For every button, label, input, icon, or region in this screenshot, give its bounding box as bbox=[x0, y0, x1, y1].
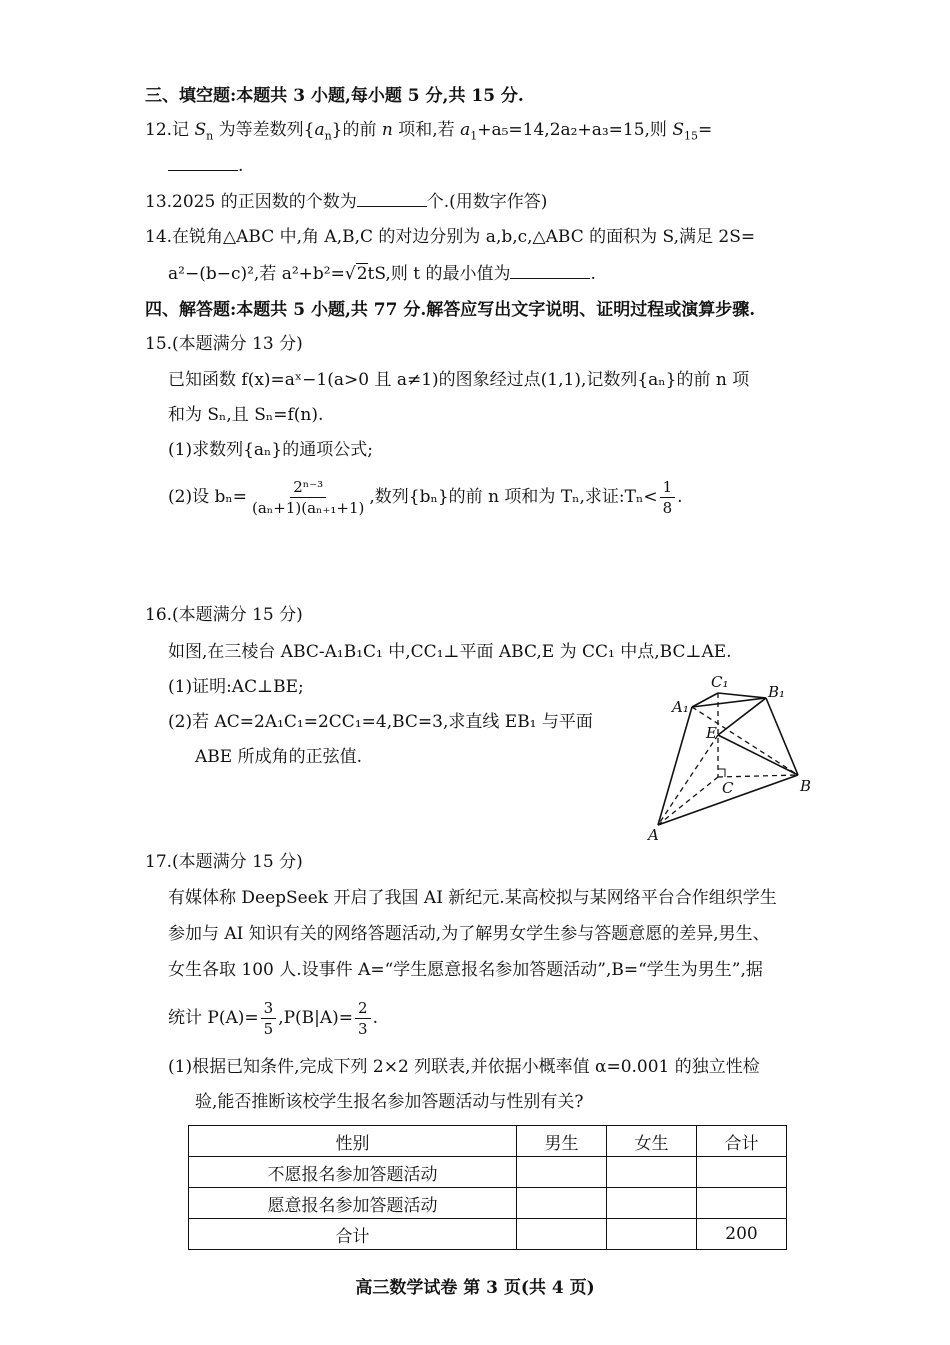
q15-bound-numerator: 1 bbox=[660, 477, 676, 498]
q15-header: 15.(本题满分 13 分) bbox=[145, 334, 303, 354]
label-e: E bbox=[706, 724, 717, 742]
edge-c1b1 bbox=[718, 693, 766, 698]
label-c: C bbox=[722, 779, 734, 797]
table-cell[interactable] bbox=[517, 1157, 607, 1188]
q14-answer-blank[interactable] bbox=[510, 262, 590, 279]
section3-title: 三、填空题:本题共 3 小题,每小题 5 分,共 15 分. bbox=[145, 86, 524, 106]
edge-ca-dashed bbox=[658, 777, 718, 825]
q15-line1: 已知函数 f(x)=aˣ−1(a>0 且 a≠1)的图象经过点(1,1),记数列{aₙ}的前 n 项 bbox=[168, 370, 750, 390]
table-cell[interactable] bbox=[517, 1188, 607, 1219]
q14-end: . bbox=[590, 264, 596, 284]
q15-part2-post: ,数列{bₙ}的前 n 项和为 Tₙ,求证:Tₙ< bbox=[369, 487, 658, 507]
header-cell-female: 女生 bbox=[607, 1126, 697, 1157]
q12-line1: 12.记 $S_n$ 为等差数列$\{a_n\}$的前 n 项和,若 $a_1+a_5=14,2a_2+a_3=15$,则 $S_{15}=$ bbox=[145, 120, 713, 143]
q14-sqrt2: 2 bbox=[356, 264, 368, 284]
q12-answer-blank[interactable] bbox=[168, 154, 238, 171]
q13-line bbox=[145, 190, 547, 214]
q15-bound-fraction bbox=[660, 477, 676, 518]
contingency-table bbox=[188, 1125, 787, 1250]
q15-bn-numerator: 2ⁿ⁻³ bbox=[290, 477, 326, 498]
table-cell[interactable] bbox=[607, 1188, 697, 1219]
q15-end: . bbox=[677, 487, 683, 507]
table-cell[interactable] bbox=[517, 1219, 607, 1250]
header-cell-gender: 性别 bbox=[189, 1126, 517, 1157]
q17-line4-mid: ,P(B|A)= bbox=[278, 1008, 354, 1028]
edge-a1a bbox=[658, 707, 692, 825]
q15-line2: 和为 Sₙ,且 Sₙ=f(n). bbox=[168, 405, 324, 425]
q14-line1: 14.在锐角△ABC 中,角 A,B,C 的对边分别为 a,b,c,△ABC 的面积为 S,满足 2S= bbox=[145, 227, 756, 247]
q17-pa-denominator: 5 bbox=[263, 1020, 274, 1038]
q12-s-index: 15 bbox=[684, 129, 698, 143]
table-row bbox=[189, 1188, 787, 1219]
label-b1: B₁ bbox=[768, 683, 786, 701]
q17-pa-fraction bbox=[261, 998, 277, 1039]
q17-header: 17.(本题满分 15 分) bbox=[145, 852, 303, 872]
q15-part1: (1)求数列{aₙ}的通项公式; bbox=[168, 440, 373, 460]
q14-line2: a²−(b−c)²,若 a²+b²=√2tS,则 t 的最小值为 . bbox=[168, 264, 596, 284]
row-label-unwilling: 不愿报名参加答题活动 bbox=[189, 1157, 517, 1188]
table-row bbox=[189, 1157, 787, 1188]
q15-bn-fraction bbox=[249, 477, 367, 518]
q12-num: 12. bbox=[145, 120, 173, 140]
table-cell[interactable] bbox=[697, 1157, 787, 1188]
edge-b1b bbox=[766, 698, 798, 775]
q17-line4-end: . bbox=[372, 1008, 378, 1028]
right-angle-mark bbox=[718, 769, 725, 777]
edge-cb-dashed bbox=[718, 775, 798, 777]
label-a: A bbox=[648, 826, 659, 844]
q15-part2-pre: (2)设 bₙ= bbox=[168, 487, 247, 507]
q16-line1: 如图,在三棱台 ABC-A₁B₁C₁ 中,CC₁⊥平面 ABC,E 为 CC₁ 中点,BC⊥AE. bbox=[168, 642, 732, 662]
q15-bound-denominator: 8 bbox=[662, 499, 673, 517]
table-cell[interactable] bbox=[607, 1219, 697, 1250]
header-cell-male: 男生 bbox=[517, 1126, 607, 1157]
frustum-figure bbox=[630, 665, 830, 845]
q14-line2-post: tS,则 t 的最小值为 bbox=[367, 264, 511, 284]
table-header-row bbox=[189, 1126, 787, 1157]
q17-line3: 女生各取 100 人.设事件 A=“学生愿意报名参加答题活动”,B=“学生为男生”,据 bbox=[168, 960, 763, 980]
q13-answer-blank[interactable] bbox=[357, 190, 427, 207]
label-b: B bbox=[800, 777, 812, 795]
q13-text: 13.2025 的正因数的个数为 bbox=[145, 192, 357, 212]
section4-title: 四、解答题:本题共 5 小题,共 77 分.解答应写出文字说明、证明过程或演算步骤. bbox=[145, 300, 756, 320]
label-a1: A₁ bbox=[672, 698, 689, 716]
row-label-total: 合计 bbox=[189, 1219, 517, 1250]
q12-answer-line: . bbox=[168, 154, 243, 178]
q16-part1: (1)证明:AC⊥BE; bbox=[168, 677, 304, 697]
q17-pa-numerator: 3 bbox=[261, 998, 277, 1019]
q17-line4 bbox=[168, 996, 378, 1040]
q14-line2-pre: a²−(b−c)²,若 a²+b²= bbox=[168, 264, 345, 284]
header-cell-total: 合计 bbox=[697, 1126, 787, 1157]
q15-part2 bbox=[168, 475, 683, 519]
q13-suffix: 个.(用数字作答) bbox=[426, 192, 548, 212]
q17-part1a: (1)根据已知条件,完成下列 2×2 列联表,并依据小概率值 α=0.001 的独立性检 bbox=[168, 1057, 760, 1077]
q16-part2b: ABE 所成角的正弦值. bbox=[195, 747, 362, 767]
row-label-willing: 愿意报名参加答题活动 bbox=[189, 1188, 517, 1219]
q17-pba-numerator: 2 bbox=[355, 998, 371, 1019]
q16-header: 16.(本题满分 15 分) bbox=[145, 605, 303, 625]
edge-ea-dashed bbox=[658, 735, 718, 825]
q12-condition: +a₅=14,2a₂+a₃=15 bbox=[477, 120, 645, 140]
q17-part1b: 验,能否推断该校学生报名参加答题活动与性别有关? bbox=[195, 1092, 584, 1112]
q17-pba-denominator: 3 bbox=[358, 1020, 368, 1038]
q16-part2a: (2)若 AC=2A₁C₁=2CC₁=4,BC=3,求直线 EB₁ 与平面 bbox=[168, 712, 593, 732]
table-cell[interactable] bbox=[697, 1188, 787, 1219]
q17-line4-pre: 统计 P(A)= bbox=[168, 1008, 259, 1028]
label-c1: C₁ bbox=[711, 673, 729, 691]
q15-bn-denominator: (aₙ+1)(aₙ₊₁+1) bbox=[251, 499, 365, 517]
table-row bbox=[189, 1219, 787, 1250]
q17-line2: 参加与 AI 知识有关的网络答题活动,为了解男女学生参与答题意愿的差异,男生、 bbox=[168, 924, 770, 944]
q17-pba-fraction bbox=[355, 998, 371, 1039]
q17-line1: 有媒体称 DeepSeek 开启了我国 AI 新纪元.某高校拟与某网络平台合作组织学生 bbox=[168, 888, 777, 908]
table-cell-grand-total: 200 bbox=[697, 1219, 787, 1250]
table-cell[interactable] bbox=[607, 1157, 697, 1188]
page-footer: 高三数学试卷 第 3 页(共 4 页) bbox=[355, 1278, 595, 1298]
edge-eb bbox=[718, 735, 798, 775]
